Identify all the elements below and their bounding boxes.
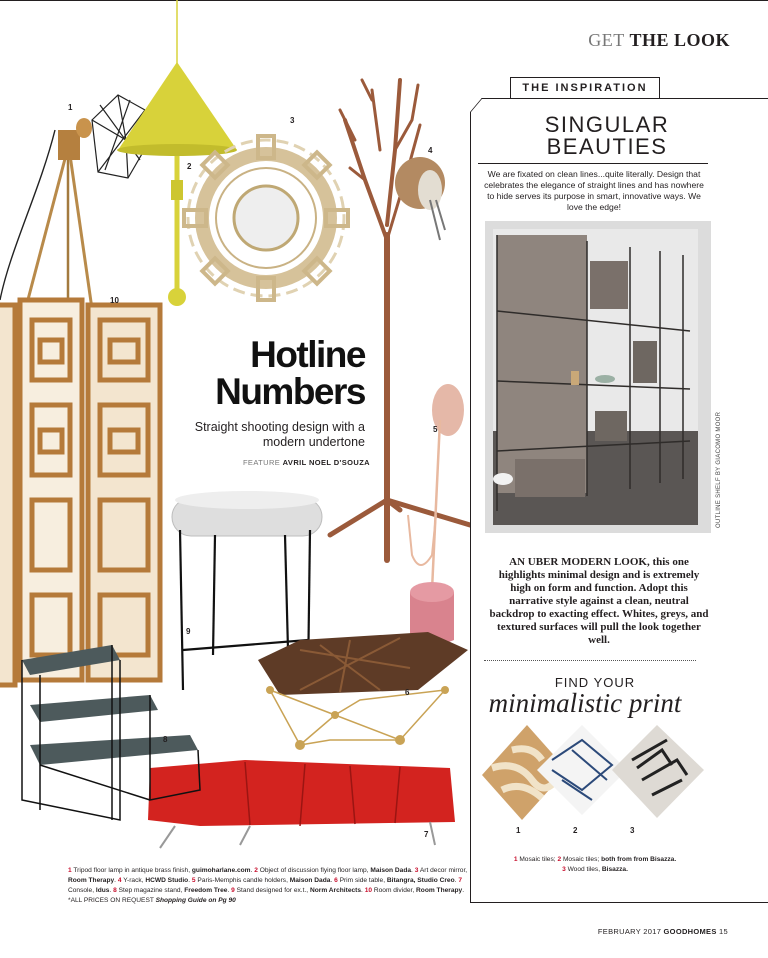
red-console-illustration bbox=[148, 760, 455, 848]
tiles-caption-line-2: 3 Wood tiles, Bisazza. bbox=[562, 866, 628, 873]
room-divider-illustration bbox=[0, 300, 160, 685]
byline bbox=[150, 458, 370, 467]
section-title-light: GET bbox=[588, 30, 625, 50]
credit-item: 9 Stand designed for ex.t., Norm Architects. bbox=[231, 887, 365, 894]
tiles-caption-line-1: 1 Mosaic tiles; 2 Mosaic tiles; both from from Bisazza. bbox=[513, 856, 677, 863]
product-number-6: 6 bbox=[405, 688, 410, 697]
footer-page: 15 bbox=[716, 927, 728, 936]
tile-number-1: 1 bbox=[516, 826, 521, 835]
product-number-10: 10 bbox=[110, 296, 119, 305]
byline-author: AVRIL NOEL D'SOUZA bbox=[282, 458, 370, 467]
inspiration-intro: We are fixated on clean lines...quite literally. Design that celebrates the elegance of straight lines and has nowhere to hide serves its purpose in smart, innovative ways. We love the edge! bbox=[484, 169, 704, 212]
tile-number-3: 3 bbox=[630, 826, 635, 835]
print-heading-line-1: FIND YOUR bbox=[554, 675, 636, 690]
product-number-9: 9 bbox=[186, 627, 191, 636]
credit-item: 1 Tripod floor lamp in antique brass finish, guimoharlane.com. bbox=[68, 867, 255, 874]
art-deco-mirror-illustration bbox=[184, 136, 348, 300]
product-number-4: 4 bbox=[428, 146, 433, 155]
product-number-1: 1 bbox=[68, 103, 73, 112]
product-number-5: 5 bbox=[433, 425, 438, 434]
inspiration-tag: THE INSPIRATION bbox=[510, 77, 660, 99]
subhead: Straight shooting design with a modern undertone bbox=[194, 420, 365, 449]
prim-side-table-illustration bbox=[258, 632, 468, 750]
product-credits bbox=[68, 866, 468, 906]
tile-3-wood bbox=[612, 725, 704, 818]
tile-samples bbox=[482, 720, 712, 835]
credits-note: *ALL PRICES ON REQUEST bbox=[68, 897, 156, 904]
panel-border-bottom bbox=[470, 902, 768, 903]
hat-illustration bbox=[395, 157, 445, 240]
section-title-bold: THE LOOK bbox=[629, 30, 730, 50]
tile-number-2: 2 bbox=[573, 826, 578, 835]
inspiration-rule bbox=[478, 163, 708, 164]
credits-guide: Shopping Guide on Pg 90 bbox=[155, 897, 236, 904]
inspiration-title-line-2: BEAUTIES bbox=[546, 134, 668, 159]
inspiration-title-line-1: SINGULAR bbox=[544, 112, 670, 137]
headline bbox=[175, 336, 365, 410]
headline-line-2: Numbers bbox=[215, 371, 365, 412]
byline-label: FEATURE bbox=[242, 458, 281, 467]
product-number-3: 3 bbox=[290, 116, 295, 125]
shelf-photo bbox=[485, 221, 711, 533]
credit-item: 4 Y-rack, HCWD Studio. bbox=[117, 877, 192, 884]
inspiration-body: AN UBER MODERN LOOK, this one highlights minimal design and is extremely high on form and function. Adopt this narrative style against a clean, neutral backdrop to exacting effect. Whites, greys, and textured surfaces will pull the look together well. bbox=[489, 556, 709, 646]
candle-holder-illustration bbox=[408, 384, 464, 645]
photo-caption: OUTLINE SHELF BY GIACOMO MOOR bbox=[716, 411, 722, 528]
product-number-8: 8 bbox=[163, 735, 168, 744]
credit-item: 8 Step magazine stand, Freedom Tree. bbox=[113, 887, 232, 894]
section-title bbox=[588, 30, 730, 51]
credit-item: 2 Object of discussion flying floor lamp, Maison Dada. bbox=[254, 867, 415, 874]
tiles-caption bbox=[480, 855, 710, 875]
footer-brand: GOODHOMES bbox=[663, 927, 717, 936]
credit-item: 7 Console, Idus. bbox=[68, 877, 462, 894]
product-number-2: 2 bbox=[187, 162, 192, 171]
credit-item: 10 Room divider, Room Therapy. bbox=[364, 887, 465, 894]
panel-border-left bbox=[470, 112, 471, 902]
headline-line-1: Hotline bbox=[250, 334, 365, 375]
print-heading-line-2: minimalistic print bbox=[488, 688, 682, 718]
credit-item: 5 Paris-Memphis candle holders, Maison Dada. bbox=[191, 877, 335, 884]
panel-border-corner bbox=[470, 98, 494, 112]
lamp-cord bbox=[0, 130, 55, 300]
tripod-lamp-illustration bbox=[20, 95, 150, 330]
credit-item: 3 Art decor mirror, Room Therapy. bbox=[68, 867, 468, 884]
footer-issue: FEBRUARY 2017 bbox=[597, 927, 664, 936]
inspiration-title bbox=[492, 114, 722, 158]
product-number-7: 7 bbox=[424, 830, 429, 839]
page-footer bbox=[598, 927, 728, 936]
y-rack-illustration bbox=[330, 80, 470, 560]
credit-item: 6 Prim side table, Bitangra, Studio Creo. bbox=[334, 877, 459, 884]
dotted-divider bbox=[484, 660, 696, 661]
